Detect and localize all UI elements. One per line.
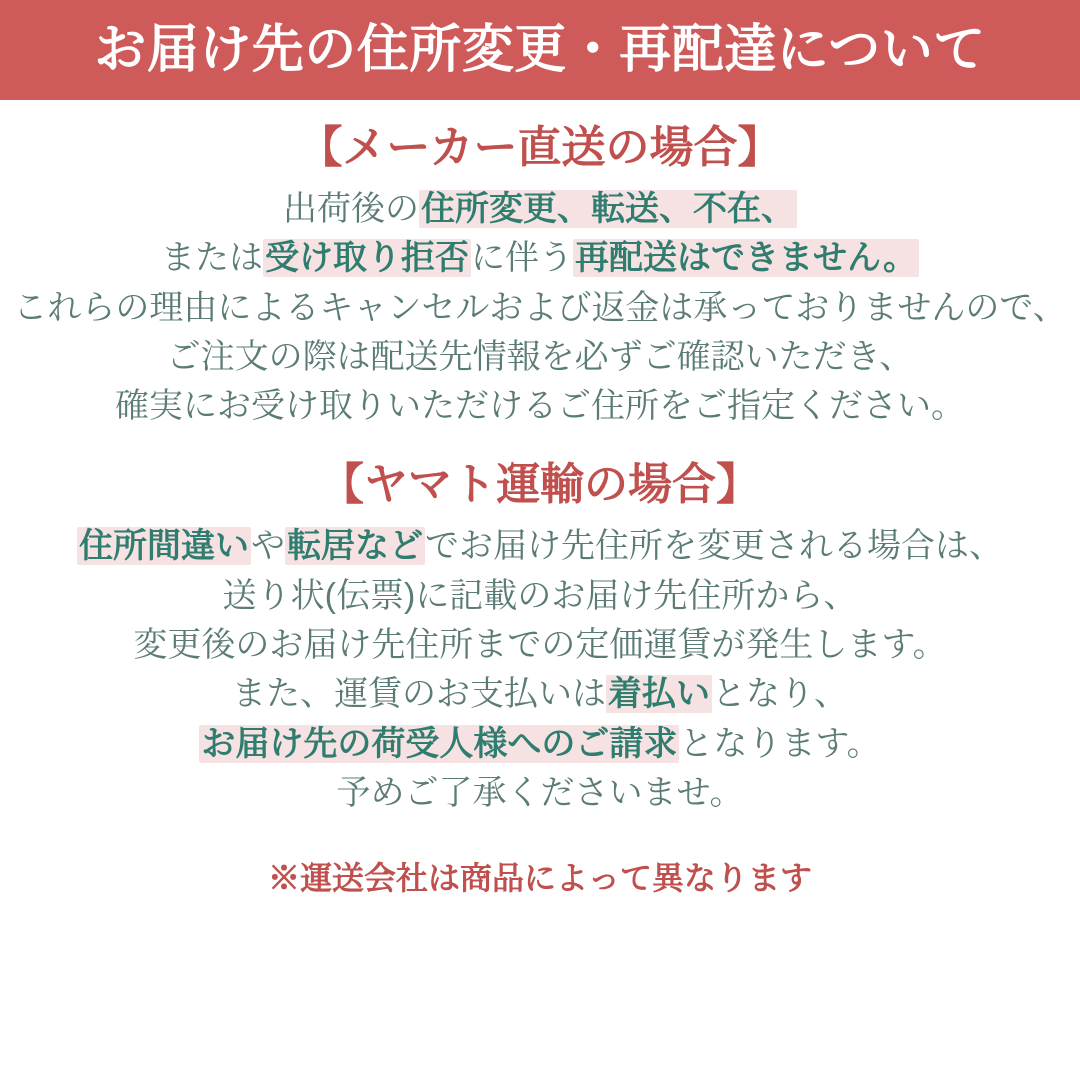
notice-line bbox=[10, 185, 1070, 234]
notice-line bbox=[10, 670, 1070, 719]
highlight-fragment: 住所間違い bbox=[79, 527, 249, 566]
notice-line bbox=[10, 382, 1070, 431]
text-fragment: これらの理由によるキャンセルおよび返金は承っておりませんので、 bbox=[13, 288, 1067, 327]
highlight-fragment: お届け先の荷受人様へのご請求 bbox=[201, 724, 678, 763]
highlight-fragment: 住所変更、転送、不在、 bbox=[421, 190, 795, 228]
notice-line bbox=[10, 720, 1070, 769]
text-fragment: 確実にお受け取りいただけるご住所をご指定ください。 bbox=[115, 387, 965, 426]
text-fragment: または bbox=[160, 239, 263, 278]
notice-line bbox=[10, 284, 1070, 333]
highlight-fragment: 再配送はできません。 bbox=[574, 239, 918, 278]
text-fragment: となります。 bbox=[679, 724, 881, 763]
text-fragment: に伴う bbox=[470, 239, 573, 278]
text-fragment: また、運賃のお支払いは bbox=[232, 675, 606, 714]
text-fragment: や bbox=[251, 527, 285, 566]
text-fragment: 送り状(伝票)に記載のお届け先住所から、 bbox=[222, 576, 858, 615]
notice-line bbox=[10, 769, 1070, 818]
section-heading-maker-direct: 【メーカー直送の場合】 bbox=[298, 123, 782, 172]
section-heading-yamato: 【ヤマト運輸の場合】 bbox=[320, 460, 760, 510]
highlight-fragment: 着払い bbox=[608, 675, 710, 714]
highlight-fragment: 転居など bbox=[287, 527, 423, 566]
footer-note: ※運送会社は商品によって異なります bbox=[267, 860, 812, 897]
text-fragment: 出荷後の bbox=[283, 190, 419, 228]
notice-line bbox=[10, 333, 1070, 382]
text-fragment: 予めご了承くださいませ。 bbox=[336, 773, 744, 812]
notice-line bbox=[10, 522, 1070, 571]
notice-line bbox=[10, 234, 1070, 283]
text-fragment: となり、 bbox=[712, 675, 848, 714]
notice-line bbox=[10, 621, 1070, 670]
notice-line bbox=[10, 572, 1070, 621]
text-fragment: ご注文の際は配送先情報を必ずご確認いただき、 bbox=[166, 337, 914, 376]
highlight-fragment: 受け取り拒否 bbox=[264, 239, 469, 278]
text-fragment: でお届け先住所を変更される場合は、 bbox=[425, 527, 1003, 566]
text-fragment: 変更後のお届け先住所までの定価運賃が発生します。 bbox=[133, 626, 947, 665]
page-header-banner bbox=[0, 0, 1080, 100]
notice-body bbox=[0, 100, 1080, 901]
page-title: お届け先の住所変更・再配達について bbox=[94, 21, 986, 79]
